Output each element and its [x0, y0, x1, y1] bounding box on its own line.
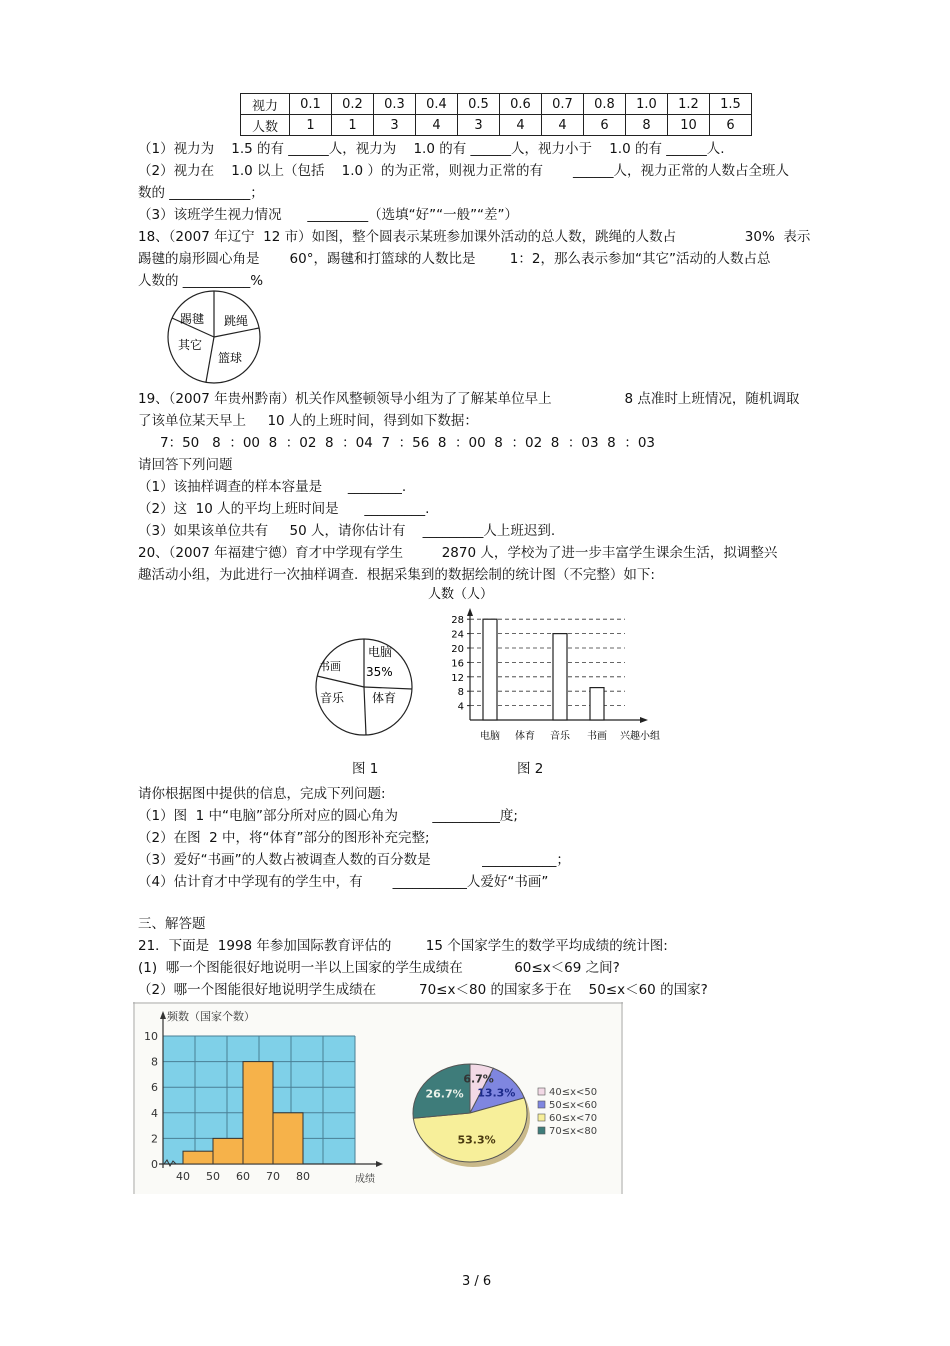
x-tick-label: 40: [176, 1170, 190, 1183]
figure-2-caption: 图 2: [517, 761, 544, 777]
q19-line-1: 19、（2007 年贵州黔南）机关作风整顿领导小组为了了解某单位早上 8 点准时上班情况，随机调取: [138, 391, 800, 407]
bar-书画: [590, 688, 604, 720]
q17-line-1: （1）视力为 1.5 的有 ______人，视力为 1.0 的有 ______人，视力小于 1.0 的有 ______人.: [138, 141, 725, 157]
q21-figure: [133, 1002, 623, 1194]
y-tick-label: 12: [451, 672, 464, 684]
q19-line-2: 了该单位某天早上 10 人的上班时间，得到如下数据：: [138, 413, 478, 429]
q20-line-7: （4）估计育才中学现有的学生中，有 ___________人爱好“书画”: [138, 874, 549, 890]
table-cell: 1.2: [668, 94, 710, 115]
y-tick-label: 4: [457, 701, 464, 713]
legend-swatch: [538, 1114, 545, 1121]
table-header-cell: 视力: [241, 94, 290, 115]
table-cell: 1.0: [626, 94, 668, 115]
y-tick-label: 0: [151, 1158, 158, 1171]
bar-音乐: [553, 634, 567, 720]
q20-line-2: 趣活动小组，为此进行一次抽样调查. 根据采集到的数据绘制的统计图（不完整）如下:: [138, 567, 655, 583]
table-cell: 0.7: [542, 94, 584, 115]
q20-line-3: 请你根据图中提供的信息，完成下列问题:: [138, 786, 386, 802]
q19-line-5: （1）该抽样调查的样本容量是 ________.: [138, 479, 407, 495]
q18-pie-chart: [166, 290, 266, 386]
pie-label-tijian: 踢毽: [180, 312, 205, 326]
vision-table: [240, 93, 752, 136]
legend-swatch: [538, 1101, 545, 1108]
y-tick-label: 8: [151, 1055, 158, 1069]
pie-value-label: 13.3%: [477, 1086, 516, 1100]
pie-label-lanqiu: 篮球: [218, 351, 243, 365]
x-tick-label: 60: [236, 1170, 250, 1183]
x-tick-label: 书画: [587, 731, 607, 742]
pie-label-tiyu: 体育: [372, 691, 397, 705]
y-tick-label: 28: [451, 615, 464, 627]
table-cell: 0.5: [458, 94, 500, 115]
y-axis-arrow: [467, 608, 473, 616]
q17-line-4: （3）该班学生视力情况 _________（选填“好”“一般”“差”）: [138, 207, 519, 223]
y-tick-label: 2: [151, 1132, 158, 1146]
legend-label: 60≤x<70: [549, 1113, 598, 1124]
y-tick-label: 16: [451, 658, 464, 670]
q21-line-3: （2）哪一个图能很好地说明学生成绩在 70≤x＜80 的国家多于在 50≤x＜60 的国家?: [138, 982, 708, 998]
q17-line-3: 数的 ____________；: [138, 185, 264, 201]
table-cell: 0.2: [332, 94, 374, 115]
table-row: [241, 94, 752, 115]
q19-line-7: （3）如果该单位共有 50 人，请你估计有 _________人上班迟到.: [138, 523, 556, 539]
histogram-bar: [213, 1138, 243, 1164]
table-cell: 4: [542, 115, 584, 136]
pie-label-qita: 其它: [178, 338, 203, 352]
chart-x-label: 兴趣小组: [620, 731, 660, 742]
q20-line-1: 20、（2007 年福建宁德）育才中学现有学生 2870 人，学校为了进一步丰富学生课余生活，拟调整兴: [138, 545, 778, 561]
q19-line-4: 请回答下列问题: [138, 457, 233, 473]
pie-label-tiaosheng: 跳绳: [224, 314, 249, 328]
table-cell: 4: [416, 115, 458, 136]
q21-line-1: 21．下面是 1998 年参加国际教育评估的 15 个国家学生的数学平均成绩的统计图:: [138, 938, 668, 954]
q18-line-3: 人数的 __________%: [138, 273, 264, 289]
x-tick-label: 体育: [515, 731, 535, 742]
x-tick-label: 80: [296, 1170, 310, 1183]
section-title: 三、解答题: [138, 916, 206, 932]
q20-pie-chart: [312, 636, 416, 740]
x-tick-label: 音乐: [550, 731, 570, 742]
legend-label: 70≤x<80: [549, 1126, 598, 1137]
pie-label-shuhua: 书画: [319, 660, 341, 673]
page-number: 3 / 6: [462, 1274, 492, 1289]
q17-line-2: （2）视力在 1.0 以上（包括 1.0 ）的为正常，则视力正常的有 ______人，视力正常的人数占全班人: [138, 163, 789, 179]
table-cell: 0.3: [374, 94, 416, 115]
y-tick-label: 20: [451, 644, 464, 655]
table-cell: 1.5: [710, 94, 752, 115]
q20-line-4: （1）图 1 中“电脑”部分所对应的圆心角为 __________度;: [138, 808, 518, 824]
q19-data: 7：50 8 ：00 8 ：02 8 ：04 7 ：56 8 ：00 8 ：02 8 ：03 8 ：03: [160, 435, 656, 451]
x-tick-label: 电脑: [480, 731, 500, 742]
table-header-cell: 人数: [241, 115, 290, 136]
table-row: [241, 115, 752, 136]
q20-line-5: （2）在图 2 中，将“体育”部分的图形补充完整;: [138, 830, 430, 846]
table-cell: 0.1: [290, 94, 332, 115]
pie-label-percent: 35%: [366, 665, 393, 679]
figure-1-caption: 图 1: [352, 761, 379, 777]
legend-label: 50≤x<60: [549, 1100, 598, 1111]
pie-label-yinyue: 音乐: [320, 691, 345, 705]
histogram-x-label: 成绩: [355, 1174, 375, 1185]
table-cell: 1: [290, 115, 332, 136]
histogram-bar: [183, 1151, 213, 1164]
q21-line-2: (1) 哪一个图能很好地说明一半以上国家的学生成绩在 60≤x＜69 之间?: [138, 960, 620, 976]
q18-line-2: 踢毽的扇形圆心角是 60°，踢毽和打篮球的人数比是 1：2，那么表示参加“其它”活动的人数占总: [138, 251, 771, 267]
chart-y-label: 人数（人）: [428, 587, 494, 602]
table-cell: 3: [374, 115, 416, 136]
y-tick-label: 10: [144, 1030, 158, 1043]
table-cell: 8: [626, 115, 668, 136]
x-tick-label: 50: [206, 1170, 220, 1183]
pie-value-label: 6.7%: [463, 1072, 494, 1086]
legend-swatch: [538, 1127, 545, 1134]
table-cell: 0.6: [500, 94, 542, 115]
pie-value-label: 53.3%: [457, 1133, 496, 1147]
pie-value-label: 26.7%: [425, 1087, 464, 1101]
histogram-y-label: 频数（国家个数）: [167, 1010, 255, 1023]
pie-label-diannao: 电脑: [368, 645, 393, 659]
x-tick-label: 70: [266, 1170, 280, 1183]
y-tick-label: 4: [151, 1106, 158, 1120]
y-tick-label: 6: [151, 1081, 158, 1095]
q18-line-1: 18、（2007 年辽宁 12 市）如图，整个圆表示某班参加课外活动的总人数，跳绳的人数占 30% 表示: [138, 229, 811, 245]
y-tick-label: 8: [457, 687, 464, 699]
q20-line-6: （3）爱好“书画”的人数占被调查人数的百分数是 ___________；: [138, 852, 570, 868]
table-cell: 1: [332, 115, 374, 136]
table-cell: 3: [458, 115, 500, 136]
q19-line-6: （2）这 10 人的平均上班时间是 _________.: [138, 501, 430, 517]
legend-swatch: [538, 1088, 545, 1095]
table-cell: 6: [710, 115, 752, 136]
legend-label: 40≤x<50: [549, 1087, 598, 1098]
bar-电脑: [483, 619, 497, 720]
histogram-bar: [273, 1113, 303, 1164]
table-cell: 10: [668, 115, 710, 136]
x-axis-arrow: [640, 717, 648, 723]
table-cell: 0.4: [416, 94, 458, 115]
y-tick-label: 24: [451, 629, 464, 641]
table-cell: 0.8: [584, 94, 626, 115]
q20-bar-chart: [420, 582, 680, 747]
table-cell: 6: [584, 115, 626, 136]
table-cell: 4: [500, 115, 542, 136]
histogram-bar: [243, 1062, 273, 1164]
